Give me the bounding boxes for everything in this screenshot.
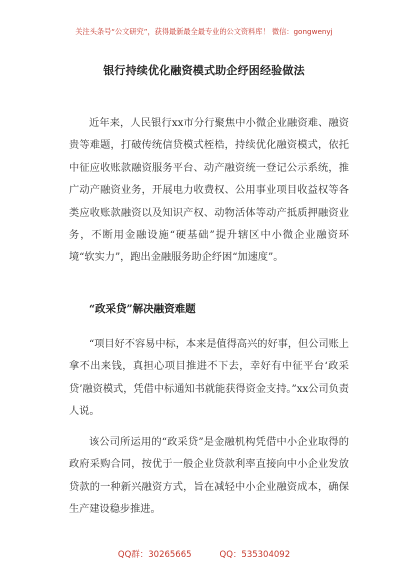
section-heading: “政采贷”解决融资难题 — [89, 303, 196, 315]
paragraph-intro: 近年来，人民银行xx市分行聚焦中小微企业融资难、融资贵等难题，打破传统信贷模式桎梏，持续优化融资模式，依托中征应收账款融资服务平台、动产融资统一登记公示系统，推广动产融资业务，开展电力收费权、公用事业项目收益权等各类应收账款融资以及知识产权、动物活体等动产抵质押融资业务，不断用金融设施“硬基础”提升辖区中小微企业融资环境“软实力”，跑出金融服务助企纾困“加速度”。 — [69, 118, 349, 264]
footer-contact — [0, 548, 408, 560]
footer-qq-group: QQ群：30265665 — [117, 550, 192, 560]
footer-qq: QQ：535304092 — [219, 550, 291, 560]
document-title: 银行持续优化融资模式助企纾困经验做法 — [103, 64, 305, 77]
paragraph-explanation: 该公司所运用的“政采贷”是金融机构凭借中小企业取得的政府采购合同，按优于一般企业贷款利率直接向中小企业发放贷款的一种新兴融资方式，旨在减轻中小企业融资成本，确保生产建设稳步推进。 — [69, 437, 349, 516]
paragraph-quote: “项目好不容易中标，本来是值得高兴的好事，但公司账上拿不出来钱，真担心项目推进不下去，幸好有中征平台‘政采贷’融资模式，凭借中标通知书就能获得资金支持。”xx公司负责人说。 — [69, 339, 349, 418]
header-promo-note: 关注头条号“公文研究”，获得最新最全最专业的公文资料库！ 微信：gongwenyj — [75, 27, 333, 36]
